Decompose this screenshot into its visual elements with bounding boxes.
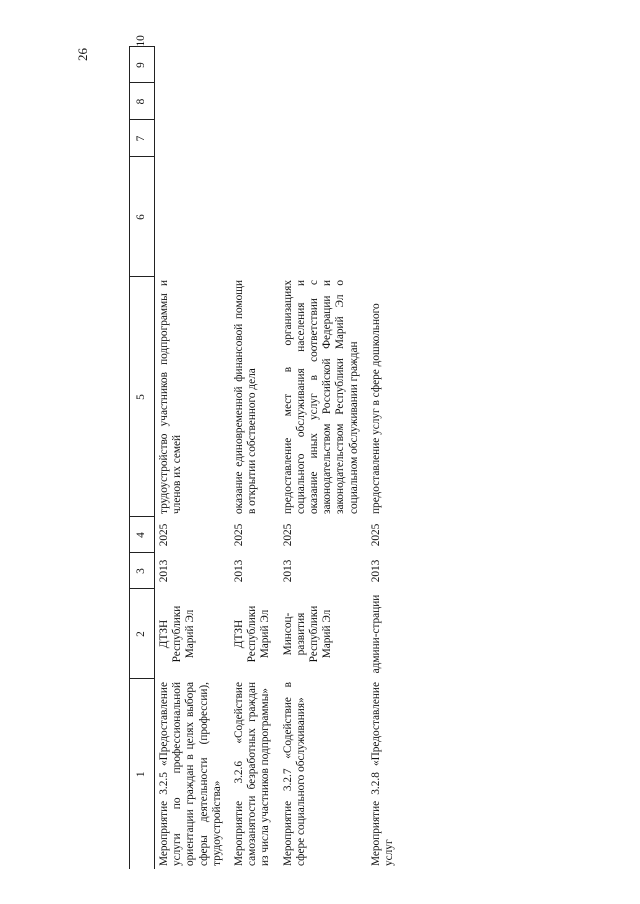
table-row: [279, 47, 367, 869]
expected-result: оказание единовременной финансовой помощи в открытии собственного дела: [233, 280, 259, 514]
expected-result: предоставление мест в организациях социального обслуживания населения и оказание иных услуг в соответствии с законодательством Российской Федерации и законодательством Республики Марий Эл о социальном обслуживании граждан: [281, 280, 360, 514]
empty-cell: [230, 120, 279, 157]
measure-name: Мероприятие 3.2.6 «Содействие самозанятости безработных граждан из числа участников подпрограммы»: [233, 682, 272, 866]
col-header-6: 6: [130, 157, 155, 277]
empty-cell: [279, 83, 367, 120]
page-number: 26: [75, 48, 90, 61]
end-year: 2025: [369, 523, 382, 547]
executor: админи-страции: [369, 594, 382, 674]
table-row: [230, 47, 279, 869]
expected-result: трудоустройство участников подпрограммы и членов их семей: [158, 280, 184, 514]
col-header-7: 7: [130, 120, 155, 157]
empty-cell: [367, 83, 402, 120]
col-header-5: 5: [130, 277, 155, 517]
empty-cell: [367, 157, 402, 277]
program-measures-table: [129, 35, 402, 869]
end-year: 2025: [158, 523, 170, 547]
end-year: 2025: [281, 523, 294, 547]
empty-cell: [155, 83, 231, 120]
col-header-4: 4: [130, 517, 155, 553]
end-year: 2025: [233, 523, 246, 547]
empty-cell: [279, 47, 367, 83]
start-year: 2013: [281, 559, 294, 583]
empty-cell: [155, 120, 231, 157]
table-row: [367, 47, 402, 869]
executor: ДТЗН Республики Марий Эл: [233, 605, 272, 663]
empty-cell: [155, 47, 231, 83]
empty-cell: [230, 47, 279, 83]
executor: ДТЗН Республики Марий Эл: [158, 605, 197, 663]
empty-cell: [279, 120, 367, 157]
start-year: 2013: [158, 559, 170, 583]
empty-cell: [279, 157, 367, 277]
empty-cell: [230, 83, 279, 120]
col-header-1: 1: [130, 679, 155, 869]
empty-cell: [230, 157, 279, 277]
empty-cell: [155, 157, 231, 277]
measure-name: Мероприятие 3.2.8 «Предоставление услуг: [369, 682, 396, 866]
start-year: 2013: [369, 559, 382, 583]
empty-cell: [367, 47, 402, 83]
start-year: 2013: [233, 559, 246, 583]
measure-name: Мероприятие 3.2.5 «Предоставление услуги по профессиональной ориентации граждан в целях выбора сферы деятельности (профессии), трудоустройства»: [158, 682, 223, 866]
table-row: [155, 47, 231, 869]
header-row: 1 2 3 4 5 6 7 8 9 10: [130, 47, 155, 869]
col-header-9: 9: [130, 47, 155, 83]
empty-cell: [367, 120, 402, 157]
executor: Минсоц-развития Республики Марий Эл: [281, 605, 334, 663]
col-header-2: 2: [130, 589, 155, 679]
measure-name: Мероприятие 3.2.7 «Содействие в сфере социального обслуживания»: [281, 682, 307, 866]
expected-result: предоставление услуг в сфере дошкольного: [369, 303, 382, 514]
col-header-8: 8: [130, 83, 155, 120]
col-header-3: 3: [130, 553, 155, 589]
